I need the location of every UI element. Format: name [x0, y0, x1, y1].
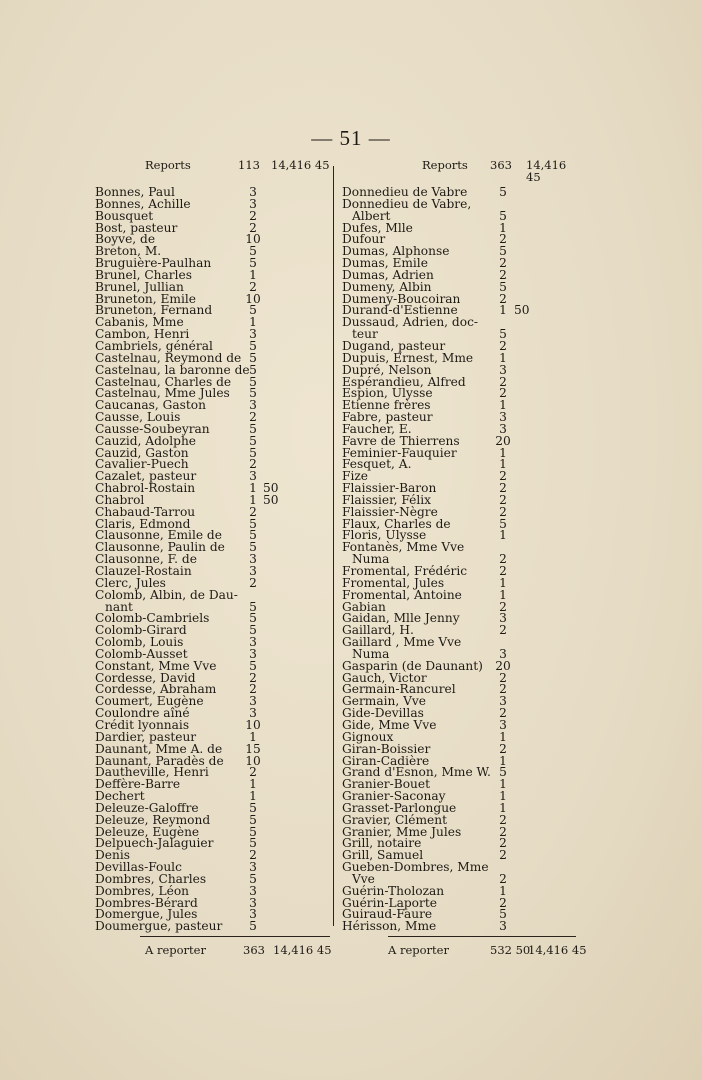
amount-francs: 3	[249, 196, 257, 211]
subscriber-name: Flaux, Charles de	[342, 516, 451, 531]
amount-francs: 5	[499, 765, 507, 780]
amount-francs: 20	[495, 658, 511, 673]
left-footer-rule	[140, 936, 330, 937]
list-item	[342, 459, 582, 471]
amount-francs: 3	[249, 185, 257, 199]
amount-francs: 1	[499, 789, 507, 804]
subscriber-name: Causse-Soubeyran	[95, 421, 210, 436]
subscriber-name: Gignoux	[342, 729, 394, 744]
amount-francs: 5	[499, 208, 507, 223]
subscriber-name: Cambon, Henri	[95, 327, 190, 342]
subscriber-name: Crédit lyonnais	[95, 717, 190, 732]
amount-francs: 1	[499, 729, 507, 744]
list-item	[342, 862, 582, 874]
amount-francs: 2	[249, 220, 257, 235]
list-item	[342, 921, 582, 933]
subscriber-name: Bost, pasteur	[95, 220, 178, 235]
subscriber-name: Germain-Rancurel	[342, 682, 456, 697]
subscriber-name: Deleuze, Reymond	[95, 812, 211, 827]
subscriber-name: Dombres-Bérard	[95, 895, 198, 910]
subscriber-name: Grand d'Esnon, Mme W.	[342, 765, 491, 780]
subscriber-name: Giran-Boissier	[342, 741, 431, 756]
subscriber-name: Guiraud-Faure	[342, 907, 433, 922]
amount-francs: 2	[499, 848, 507, 863]
subscriber-name: Clausonne, Paulin de	[95, 540, 225, 555]
amount-francs: 3	[499, 421, 507, 436]
amount-francs: 1	[499, 445, 507, 460]
subscriber-name: Boyve, de	[95, 232, 156, 247]
amount-francs: 2	[499, 895, 507, 910]
amount-francs: 3	[499, 919, 507, 934]
subscriber-name: Numa	[352, 646, 390, 661]
subscriber-name: Daunant, Mme A. de	[95, 741, 223, 756]
amount-francs: 5	[249, 800, 257, 815]
right-column	[342, 160, 582, 933]
left-footer-francs: 363	[243, 943, 265, 957]
subscriber-name: Dumeny-Boucoiran	[342, 291, 461, 306]
amount-francs: 2	[499, 469, 507, 484]
subscriber-name: Bonnes, Achille	[95, 196, 191, 211]
amount-francs: 15	[245, 741, 261, 756]
list-item	[342, 317, 582, 329]
right-reports-line	[342, 158, 582, 184]
subscriber-name: Clauzel-Rostain	[95, 564, 192, 578]
subscriber-name: Constant, Mme Vve	[95, 658, 217, 673]
amount-francs: 3	[249, 564, 257, 578]
subscriber-name: Espion, Ulysse	[342, 386, 433, 401]
subscriber-name: Durand-d'Estienne	[342, 303, 458, 318]
amount-francs: 5	[249, 528, 257, 543]
page-number: — 51 —	[311, 126, 391, 150]
subscriber-name: Devillas-Foulc	[95, 860, 182, 875]
amount-francs: 2	[499, 267, 507, 282]
amount-francs: 3	[249, 895, 257, 910]
subscriber-name: Favre de Thierrens	[342, 433, 460, 448]
subscriber-name: Granier, Mme Jules	[342, 824, 462, 839]
subscriber-name: Etienne frères	[342, 398, 431, 413]
amount-francs: 5	[249, 350, 257, 365]
subscriber-name: Denis	[95, 848, 130, 863]
amount-francs: 3	[499, 717, 507, 732]
subscriber-name: Cabanis, Mme	[95, 315, 184, 330]
amount-francs: 2	[499, 623, 507, 638]
right-footer-rule	[388, 936, 576, 937]
subscriber-name: Albert	[352, 208, 391, 223]
subscriber-name: Coulondre aîné	[95, 706, 190, 721]
amount-cents: 50	[514, 303, 530, 318]
amount-francs: 1	[249, 789, 257, 804]
amount-francs: 5	[499, 244, 507, 259]
subscriber-name: Fabre, pasteur	[342, 410, 433, 425]
subscriber-name: Coumert, Eugène	[95, 694, 204, 709]
amount-francs: 1	[249, 481, 257, 496]
amount-francs: 5	[249, 433, 257, 448]
subscriber-name: Numa	[352, 552, 390, 567]
subscriber-name: Gueben-Dombres, Mme	[342, 860, 489, 875]
amount-francs: 2	[499, 291, 507, 306]
amount-francs: 5	[249, 919, 257, 934]
amount-francs: 3	[499, 611, 507, 626]
subscriber-name: Dombres, Léon	[95, 883, 190, 898]
subscriber-name: Brunel, Charles	[95, 267, 192, 282]
amount-francs: 2	[249, 410, 257, 425]
subscriber-name: Cordesse, Abraham	[95, 682, 217, 697]
subscriber-name: Grasset-Parlongue	[342, 800, 457, 815]
amount-francs: 5	[249, 540, 257, 555]
subscriber-name: Dautheville, Henri	[95, 765, 209, 780]
subscriber-name: Gaillard, H.	[342, 623, 414, 638]
subscriber-name: Delpuech-Jalaguier	[95, 836, 214, 851]
subscriber-name: Domergue, Jules	[95, 907, 198, 922]
amount-francs: 2	[499, 836, 507, 851]
amount-francs: 1	[499, 753, 507, 768]
amount-francs: 3	[249, 469, 257, 484]
subscriber-name: teur	[352, 327, 378, 342]
right-reports-label: Reports	[422, 158, 468, 172]
subscriber-name: Breton, M.	[95, 244, 162, 259]
left-reports-line	[95, 160, 331, 174]
amount-francs: 1	[499, 883, 507, 898]
amount-francs: 3	[499, 694, 507, 709]
amount-francs: 5	[249, 599, 257, 614]
left-reports-francs: 113	[238, 158, 260, 172]
subscriber-name: Dombres, Charles	[95, 871, 207, 886]
amount-francs: 2	[499, 552, 507, 567]
subscriber-name: Claris, Edmond	[95, 516, 191, 531]
amount-francs: 2	[499, 812, 507, 827]
amount-francs: 2	[249, 670, 257, 685]
amount-francs: 5	[249, 445, 257, 460]
amount-francs: 10	[245, 291, 261, 306]
subscriber-name: Germain, Vve	[342, 694, 426, 709]
left-subscriber-list	[95, 187, 331, 933]
amount-francs: 2	[499, 492, 507, 507]
subscriber-name: Dardier, pasteur	[95, 729, 197, 744]
subscriber-name: Bruneton, Fernand	[95, 303, 213, 318]
subscriber-name: Dufes, Mlle	[342, 220, 413, 235]
amount-francs: 3	[249, 694, 257, 709]
subscriber-name: Deleuze-Galoffre	[95, 800, 199, 815]
amount-francs: 2	[499, 670, 507, 685]
amount-francs: 10	[245, 753, 261, 768]
subscriber-name: Cauzid, Adolphe	[95, 433, 197, 448]
amount-francs: 2	[499, 481, 507, 496]
amount-cents: 50	[263, 492, 279, 507]
amount-francs: 5	[249, 812, 257, 827]
amount-francs: 5	[499, 327, 507, 342]
subscriber-name: Doumergue, pasteur	[95, 919, 223, 934]
subscriber-name: Gide, Mme Vve	[342, 717, 437, 732]
amount-francs: 5	[249, 611, 257, 626]
amount-francs: 2	[499, 338, 507, 353]
subscriber-name: Fize	[342, 469, 368, 484]
amount-francs: 5	[249, 516, 257, 531]
subscriber-name: Granier-Bouet	[342, 777, 430, 792]
amount-francs: 5	[249, 658, 257, 673]
subscriber-name: Espérandieu, Alfred	[342, 374, 466, 389]
right-reports-francs: 363	[490, 158, 512, 172]
amount-francs: 3	[249, 706, 257, 721]
subscriber-name: Floris, Ulysse	[342, 528, 427, 543]
amount-francs: 3	[249, 635, 257, 650]
amount-francs: 3	[249, 883, 257, 898]
subscriber-name: Dussaud, Adrien, doc-	[342, 315, 479, 330]
subscriber-name: Guérin-Laporte	[342, 895, 437, 910]
amount-francs: 3	[249, 646, 257, 661]
amount-francs: 2	[249, 575, 257, 590]
subscriber-name: Clausonne, Emile de	[95, 528, 222, 543]
amount-francs: 1	[499, 777, 507, 792]
subscriber-name: Caucanas, Gaston	[95, 398, 206, 413]
list-item	[95, 921, 331, 933]
amount-francs: 2	[499, 256, 507, 271]
subscriber-name: Brunel, Jullian	[95, 279, 184, 294]
amount-francs: 5	[499, 279, 507, 294]
subscriber-name: Fromental, Frédéric	[342, 564, 468, 578]
subscriber-name: Colomb-Girard	[95, 623, 187, 638]
amount-francs: 5	[249, 836, 257, 851]
subscriber-name: Fontanès, Mme Vve	[342, 540, 465, 555]
subscriber-name: Castelnau, Charles de	[95, 374, 232, 389]
subscriber-name: Guérin-Tholozan	[342, 883, 445, 898]
amount-francs: 1	[499, 528, 507, 543]
amount-francs: 5	[249, 871, 257, 886]
subscriber-name: Clerc, Jules	[95, 575, 166, 590]
amount-francs: 2	[499, 374, 507, 389]
subscriber-name: Gabian	[342, 599, 386, 614]
right-reports-total: 14,416 45	[526, 158, 567, 184]
amount-francs: 3	[499, 646, 507, 661]
amount-francs: 1	[249, 267, 257, 282]
subscriber-name: Dumeny, Albin	[342, 279, 432, 294]
subscriber-name: Dupré, Nelson	[342, 362, 432, 377]
subscriber-name: Fromental, Antoine	[342, 587, 462, 602]
amount-francs: 5	[249, 623, 257, 638]
right-subscriber-list	[342, 187, 582, 933]
amount-francs: 10	[245, 232, 261, 247]
subscriber-name: Fromental, Jules	[342, 575, 445, 590]
amount-francs: 2	[249, 208, 257, 223]
right-footer-total: 14,416 45	[528, 943, 587, 957]
amount-francs: 2	[249, 682, 257, 697]
subscriber-name: Gide-Devillas	[342, 706, 424, 721]
amount-francs: 5	[249, 256, 257, 271]
subscriber-name: Giran-Cadière	[342, 753, 430, 768]
amount-francs: 1	[499, 457, 507, 472]
subscriber-name: Castelnau, la baronne de	[95, 362, 250, 377]
amount-francs: 5	[499, 516, 507, 531]
amount-francs: 3	[249, 552, 257, 567]
amount-francs: 2	[499, 386, 507, 401]
subscriber-name: Bonnes, Paul	[95, 185, 175, 199]
subscriber-name: Hérisson, Mme	[342, 919, 437, 934]
amount-francs: 2	[499, 682, 507, 697]
amount-francs: 2	[249, 279, 257, 294]
amount-francs: 5	[249, 338, 257, 353]
amount-francs: 2	[249, 765, 257, 780]
amount-francs: 1	[249, 492, 257, 507]
left-reports-total: 14,416 45	[271, 158, 330, 172]
amount-francs: 5	[499, 907, 507, 922]
subscriber-name: Daunant, Paradès de	[95, 753, 224, 768]
subscriber-name: Castelnau, Reymond de	[95, 350, 242, 365]
column-divider	[333, 166, 334, 926]
subscriber-name: Cauzid, Gaston	[95, 445, 189, 460]
subscriber-name: Chabrol-Rostain	[95, 481, 196, 496]
subscriber-name: Deleuze, Eugène	[95, 824, 200, 839]
subscriber-name: Colomb-Cambriels	[95, 611, 210, 626]
amount-francs: 2	[499, 564, 507, 578]
amount-francs: 1	[499, 398, 507, 413]
amount-francs: 1	[249, 315, 257, 330]
subscriber-name: Dumas, Adrien	[342, 267, 434, 282]
subscriber-name: nant	[105, 599, 133, 614]
subscriber-name: Bousquet	[95, 208, 154, 223]
left-reports-label: Reports	[145, 158, 191, 172]
amount-francs: 20	[495, 433, 511, 448]
right-footer-francs: 532 50	[490, 943, 531, 957]
subscriber-name: Cazalet, pasteur	[95, 469, 197, 484]
amount-francs: 1	[499, 350, 507, 365]
subscriber-name: Chabrol	[95, 492, 145, 507]
subscriber-name: Gravier, Clément	[342, 812, 448, 827]
amount-francs: 5	[249, 244, 257, 259]
subscriber-name: Gaidan, Mlle Jenny	[342, 611, 460, 626]
amount-francs: 3	[249, 907, 257, 922]
subscriber-name: Causse, Louis	[95, 410, 181, 425]
subscriber-name: Colomb, Louis	[95, 635, 184, 650]
amount-francs: 3	[499, 410, 507, 425]
amount-francs: 2	[249, 504, 257, 519]
amount-francs: 2	[249, 457, 257, 472]
amount-francs: 3	[249, 860, 257, 875]
subscriber-name: Castelnau, Mme Jules	[95, 386, 230, 401]
amount-francs: 5	[249, 303, 257, 318]
amount-francs: 1	[499, 303, 507, 318]
subscriber-name: Dupuis, Ernest, Mme	[342, 350, 474, 365]
subscriber-name: Donnedieu de Vabre,	[342, 196, 472, 211]
subscriber-name: Gasparin (de Daunant)	[342, 658, 483, 673]
subscriber-name: Faucher, E.	[342, 421, 412, 436]
subscriber-name: Cambriels, général	[95, 338, 213, 353]
amount-francs: 5	[249, 824, 257, 839]
amount-francs: 5	[249, 374, 257, 389]
amount-francs: 1	[499, 800, 507, 815]
subscriber-name: Flaissier-Baron	[342, 481, 437, 496]
amount-francs: 1	[499, 575, 507, 590]
subscriber-name: Dugand, pasteur	[342, 338, 446, 353]
subscriber-name: Gauch, Victor	[342, 670, 427, 685]
amount-francs: 2	[499, 741, 507, 756]
subscriber-name: Bruneton, Emile	[95, 291, 196, 306]
amount-francs: 2	[499, 504, 507, 519]
amount-francs: 2	[249, 848, 257, 863]
amount-francs: 1	[249, 729, 257, 744]
subscriber-name: Dechert	[95, 789, 145, 804]
subscriber-name: Donnedieu de Vabre	[342, 185, 468, 199]
amount-francs: 2	[499, 824, 507, 839]
subscriber-name: Fesquet, A.	[342, 457, 412, 472]
amount-francs: 1	[499, 587, 507, 602]
amount-francs: 5	[249, 362, 257, 377]
subscriber-name: Chabaud-Tarrou	[95, 504, 196, 519]
amount-francs: 2	[499, 871, 507, 886]
subscriber-name: Dumas, Emile	[342, 256, 428, 271]
subscriber-name: Colomb, Albin, de Dau-	[95, 587, 238, 602]
subscriber-name: Flaissier, Félix	[342, 492, 432, 507]
subscriber-name: Cavalier-Puech	[95, 457, 189, 472]
subscriber-name: Granier-Saconay	[342, 789, 446, 804]
subscriber-name: Flaissier-Nègre	[342, 504, 438, 519]
subscriber-name: Bruguière-Paulhan	[95, 256, 212, 271]
amount-francs: 1	[499, 220, 507, 235]
subscriber-name: Grill, Samuel	[342, 848, 424, 863]
right-footer-label: A reporter	[388, 943, 449, 957]
list-item	[95, 838, 331, 850]
amount-francs: 10	[245, 717, 261, 732]
subscriber-name: Dufour	[342, 232, 386, 247]
subscriber-name: Deffère-Barre	[95, 777, 181, 792]
amount-francs: 5	[499, 185, 507, 199]
subscriber-name: Grill, notaire	[342, 836, 422, 851]
amount-francs: 2	[499, 232, 507, 247]
subscriber-name: Clausonne, F. de	[95, 552, 197, 567]
amount-francs: 3	[249, 398, 257, 413]
subscriber-name: Dumas, Alphonse	[342, 244, 450, 259]
amount-francs: 2	[499, 599, 507, 614]
amount-francs: 5	[249, 386, 257, 401]
subscriber-name: Colomb-Ausset	[95, 646, 188, 661]
left-footer-total: 14,416 45	[273, 943, 332, 957]
amount-francs: 5	[249, 421, 257, 436]
amount-cents: 50	[263, 481, 279, 496]
left-footer-label: A reporter	[145, 943, 206, 957]
subscriber-name: Cordesse, David	[95, 670, 196, 685]
subscriber-name: Feminier-Fauquier	[342, 445, 457, 460]
left-column	[95, 160, 331, 933]
subscriber-name: Gaillard , Mme Vve	[342, 635, 462, 650]
amount-francs: 2	[499, 706, 507, 721]
amount-francs: 1	[249, 777, 257, 792]
amount-francs: 3	[499, 362, 507, 377]
amount-francs: 3	[249, 327, 257, 342]
subscriber-name: Vve	[352, 871, 375, 886]
